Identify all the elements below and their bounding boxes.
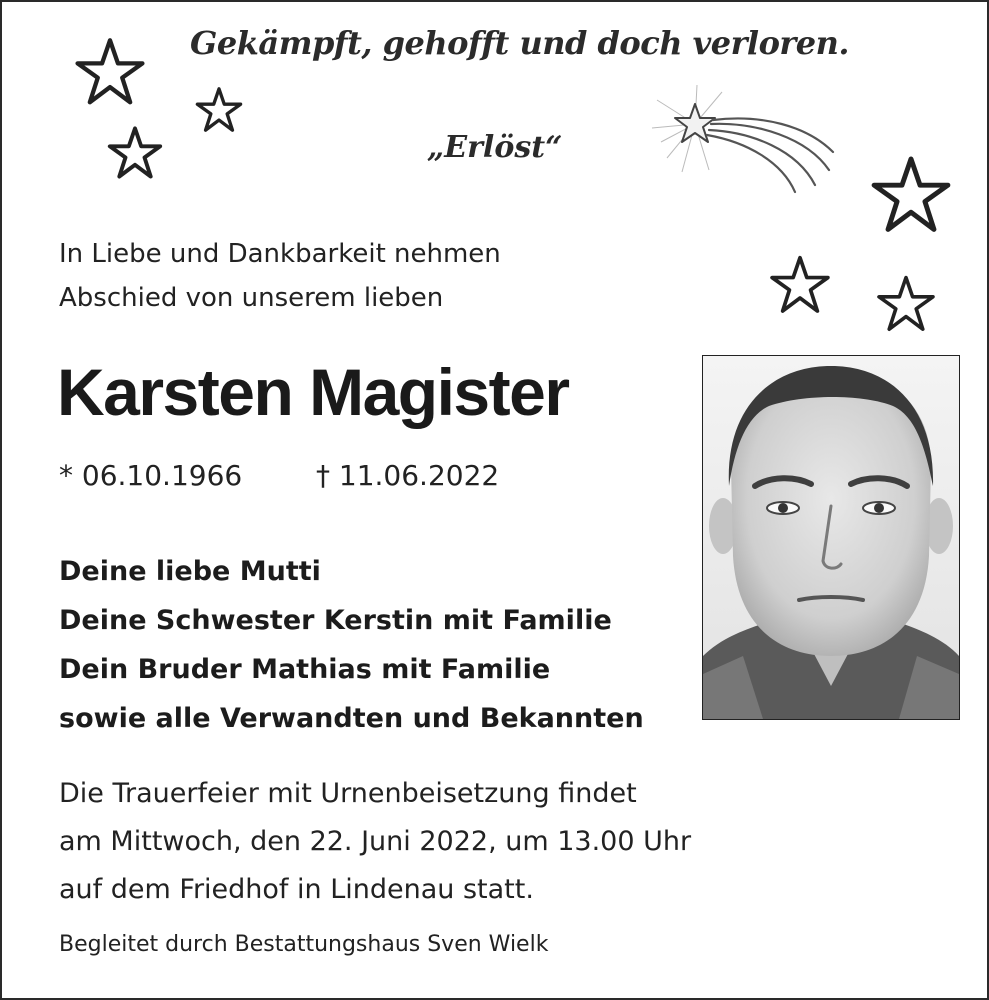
service-line: Die Trauerfeier mit Urnenbeisetzung findet [59, 778, 637, 809]
mourner-line: Deine liebe Mutti [59, 556, 321, 587]
mourner-line: Dein Bruder Mathias mit Familie [59, 654, 551, 685]
service-line: auf dem Friedhof in Lindenau statt. [59, 874, 534, 905]
funeral-home-credit: Begleitet durch Bestattungshaus Sven Wielk [59, 932, 549, 957]
star-icon [876, 274, 936, 334]
intro-line: Abschied von unserem lieben [59, 283, 444, 313]
star-icon [74, 36, 146, 108]
service-info [59, 770, 691, 914]
mourner-line: sowie alle Verwandten und Bekannten [59, 703, 644, 734]
mourner-line: Deine Schwester Kerstin mit Familie [59, 605, 612, 636]
service-line: am Mittwoch, den 22. Juni 2022, um 13.00 Uhr [59, 826, 692, 857]
intro-text [59, 232, 501, 320]
portrait-illustration [703, 356, 959, 719]
shooting-star-icon [647, 80, 837, 198]
subtitle: „Erlöst“ [427, 130, 563, 165]
star-icon [107, 125, 163, 181]
star-icon [769, 254, 831, 316]
star-icon [870, 154, 952, 236]
motto: Gekämpft, gehofft und doch verloren. [190, 24, 850, 62]
death-date: † 11.06.2022 [316, 459, 500, 492]
star-icon [195, 86, 243, 134]
mourners-list [59, 547, 644, 743]
birth-date: * 06.10.1966 [59, 459, 243, 492]
intro-line: In Liebe und Dankbarkeit nehmen [59, 239, 501, 269]
portrait-photo [702, 355, 960, 720]
deceased-name: Karsten Magister [57, 355, 569, 429]
